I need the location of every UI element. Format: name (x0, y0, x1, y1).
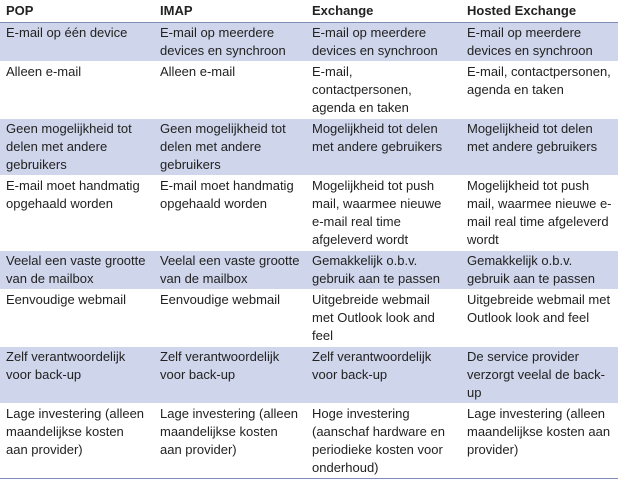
table-cell: Zelf verantwoordelijk voor back-up (0, 347, 154, 404)
table-cell: E-mail, contactpersonen, agenda en taken (461, 62, 618, 119)
table-cell: Mogelijkheid tot delen met andere gebruikers (306, 119, 461, 176)
table-cell: Alleen e-mail (0, 62, 154, 119)
table-cell: E-mail op meerdere devices en synchroon (306, 23, 461, 62)
table-cell: E-mail op één device (0, 23, 154, 62)
table-row (0, 251, 618, 290)
table-cell: Alleen e-mail (154, 62, 306, 119)
table-cell: Gemakkelijk o.b.v. gebruik aan te passen (461, 251, 618, 290)
table-row (0, 119, 618, 176)
table-row (0, 176, 618, 251)
header-exchange: Exchange (306, 0, 461, 23)
table-cell: Eenvoudige webmail (0, 290, 154, 347)
table-cell: E-mail, contactpersonen, agenda en taken (306, 62, 461, 119)
table-cell: Gemakkelijk o.b.v. gebruik aan te passen (306, 251, 461, 290)
table-cell: Lage investering (alleen maandelijkse kosten aan provider) (461, 404, 618, 479)
table-cell: Hoge investering (aanschaf hardware en periodieke kosten voor onderhoud) (306, 404, 461, 479)
table-row (0, 23, 618, 62)
table-row (0, 404, 618, 479)
table-cell: E-mail op meerdere devices en synchroon (461, 23, 618, 62)
table-cell: Lage investering (alleen maandelijkse kosten aan provider) (154, 404, 306, 479)
table-cell: Geen mogelijkheid tot delen met andere gebruikers (154, 119, 306, 176)
table-cell: E-mail op meerdere devices en synchroon (154, 23, 306, 62)
table-cell: Uitgebreide webmail met Outlook look and feel (306, 290, 461, 347)
table-cell: Mogelijkheid tot push mail, waarmee nieuwe e-mail real time afgeleverd wordt (306, 176, 461, 251)
table-cell: Mogelijkheid tot delen met andere gebruikers (461, 119, 618, 176)
table-cell: Zelf verantwoordelijk voor back-up (306, 347, 461, 404)
table-row (0, 347, 618, 404)
table-cell: Mogelijkheid tot push mail, waarmee nieuwe e-mail real time afgeleverd wordt (461, 176, 618, 251)
table-cell: E-mail moet handmatig opgehaald worden (0, 176, 154, 251)
table-cell: Veelal een vaste grootte van de mailbox (154, 251, 306, 290)
table-cell: Lage investering (alleen maandelijkse kosten aan provider) (0, 404, 154, 479)
table-cell: De service provider verzorgt veelal de back-up (461, 347, 618, 404)
header-hosted-exchange: Hosted Exchange (461, 0, 618, 23)
table-row (0, 290, 618, 347)
header-imap: IMAP (154, 0, 306, 23)
header-row (0, 0, 618, 23)
table-cell: Uitgebreide webmail met Outlook look and feel (461, 290, 618, 347)
table-cell: Veelal een vaste grootte van de mailbox (0, 251, 154, 290)
table-row (0, 62, 618, 119)
table-cell: Geen mogelijkheid tot delen met andere gebruikers (0, 119, 154, 176)
table-cell: Eenvoudige webmail (154, 290, 306, 347)
header-pop: POP (0, 0, 154, 23)
table-cell: E-mail moet handmatig opgehaald worden (154, 176, 306, 251)
table-cell: Zelf verantwoordelijk voor back-up (154, 347, 306, 404)
